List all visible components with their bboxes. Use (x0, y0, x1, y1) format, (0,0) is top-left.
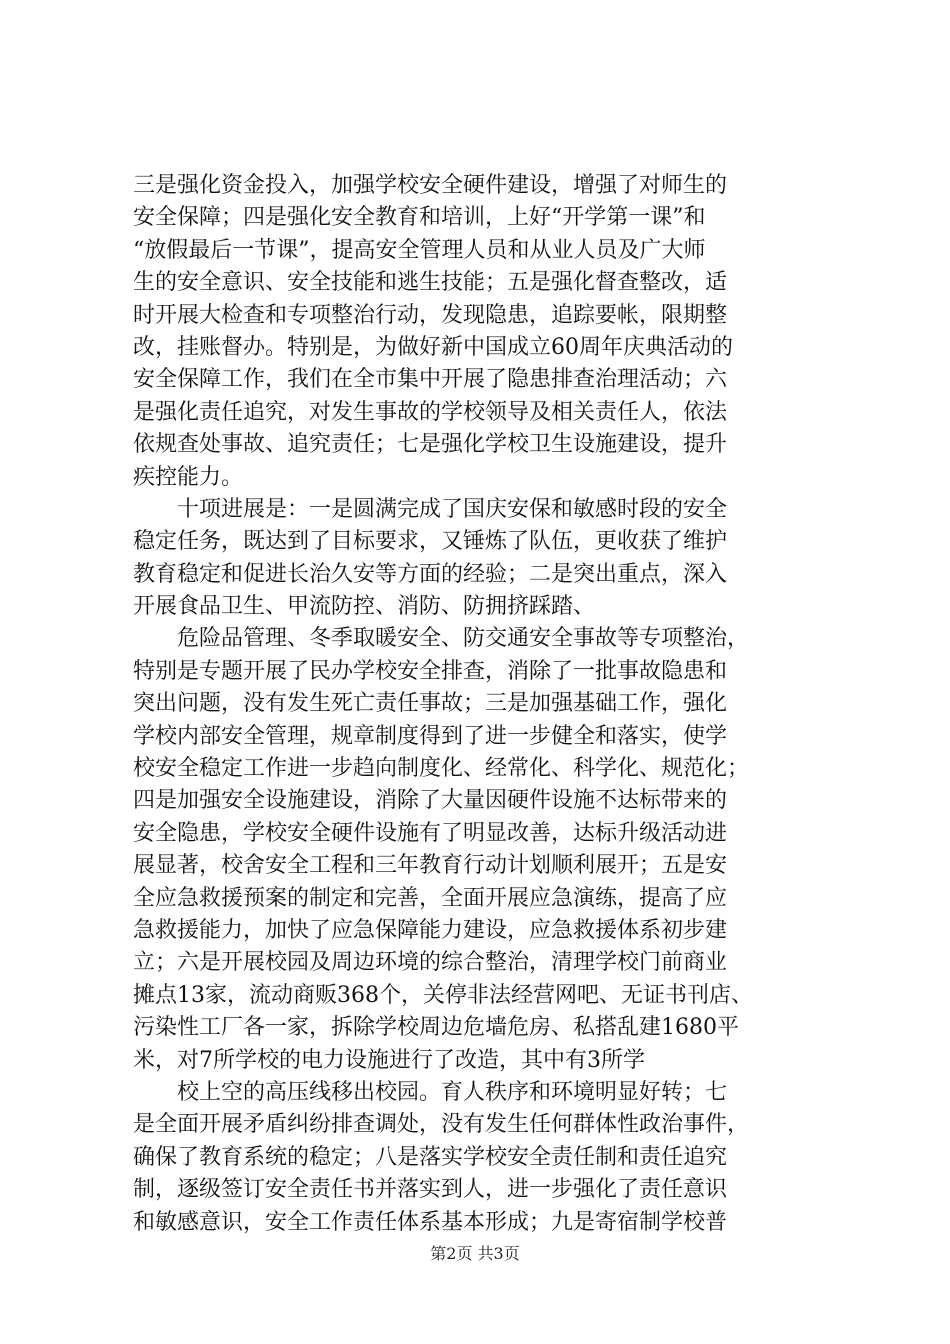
text-line: 全应急救援预案的制定和完善，全面开展应急演练，提高了应 (133, 885, 728, 911)
text-line: 突出问题，没有发生死亡责任事故；三是加强基础工作，强化 (133, 691, 728, 717)
text-line: 米，对7所学校的电力设施进行了改造，其中有3所学 (133, 1047, 645, 1073)
text-line: 稳定任务，既达到了目标要求，又锤炼了队伍，更收获了维护 (133, 529, 728, 555)
text-line: 确保了教育系统的稳定；八是落实学校安全责任制和责任追究 (133, 1144, 728, 1170)
text-line: 改，挂账督办。特别是，为做好新中国成立60周年庆典活动的 (133, 334, 733, 360)
text-line: 安全隐患，学校安全硬件设施有了明显改善，达标升级活动进 (133, 820, 728, 846)
text-line: 生的安全意识、安全技能和逃生技能；五是强化督查整改，适 (133, 270, 728, 296)
text-line: 安全保障；四是强化安全教育和培训，上好“开学第一课”和 (133, 205, 706, 231)
text-line: 疾控能力。 (133, 464, 244, 490)
text-line: 急救援能力，加快了应急保障能力建设，应急救援体系初步建 (133, 917, 728, 943)
text-line: 校上空的高压线移出校园。育人秩序和环境明显好转；七 (133, 1079, 728, 1105)
text-line: 摊点13家，流动商贩368个，关停非法经营网吧、无证书刊店、 (133, 982, 753, 1008)
text-line: 三是强化资金投入，加强学校安全硬件建设，增强了对师生的 (133, 173, 728, 198)
text-line: 校安全稳定工作进一步趋向制度化、经常化、科学化、规范化； (133, 756, 750, 782)
text-line: 危险品管理、冬季取暖安全、防交通安全事故等专项整治， (133, 626, 750, 652)
text-line: 和敏感意识，安全工作责任体系基本形成；九是寄宿制学校普 (133, 1209, 728, 1235)
text-line: 四是加强安全设施建设，消除了大量因硬件设施不达标带来的 (133, 788, 728, 814)
text-line: 安全保障工作，我们在全市集中开展了隐患排查治理活动；六 (133, 367, 728, 393)
text-line: “放假最后一节课”，提高安全管理人员和从业人员及广大师 (133, 237, 706, 263)
text-line: 依规查处事故、追究责任；七是强化学校卫生设施建设，提升 (133, 432, 728, 458)
text-line: 立；六是开展校园及周边环境的综合整治，清理学校门前商业 (133, 950, 728, 976)
text-line: 学校内部安全管理，规章制度得到了进一步健全和落实，使学 (133, 723, 728, 749)
text-line: 是全面开展矛盾纠纷排查调处，没有发生任何群体性政治事件， (133, 1112, 750, 1138)
text-line: 十项进展是：一是圆满完成了国庆安保和敏感时段的安全 (133, 496, 728, 522)
body-text (133, 170, 833, 1239)
text-line: 开展食品卫生、甲流防控、消防、防拥挤踩踏、 (133, 594, 596, 620)
text-line: 教育稳定和促进长治久安等方面的经验；二是突出重点，深入 (133, 561, 728, 587)
text-line: 是强化责任追究，对发生事故的学校领导及相关责任人，依法 (133, 399, 728, 425)
page-footer: 第2页 共3页 (430, 1244, 520, 1263)
text-line: 展显著，校舍安全工程和三年教育行动计划顺利展开；五是安 (133, 853, 728, 879)
text-line: 特别是专题开展了民办学校安全排查，消除了一批事故隐患和 (133, 658, 728, 684)
text-line: 制，逐级签订安全责任书并落实到人，进一步强化了责任意识 (133, 1177, 728, 1203)
text-line: 污染性工厂各一家，拆除学校周边危墙危房、私搭乱建1680平 (133, 1015, 739, 1041)
text-line: 时开展大检查和专项整治行动，发现隐患，追踪要帐，限期整 (133, 302, 728, 328)
